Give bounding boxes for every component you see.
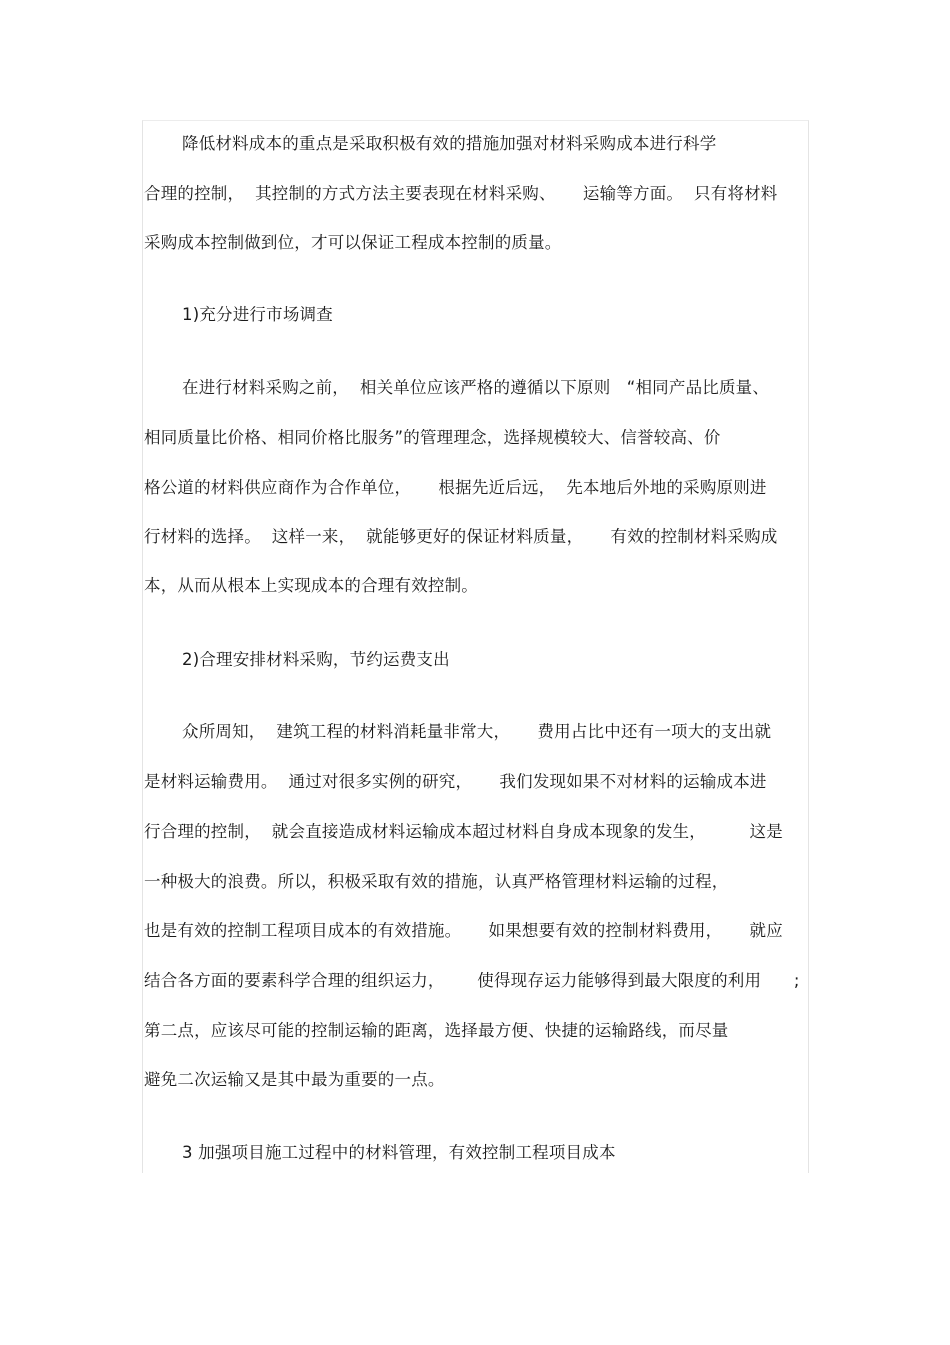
paragraph-line: 相同质量比价格、相同价格比服务”的管理理念，选择规模较大、信誉较高、价	[144, 428, 721, 447]
paragraph-line: 本，从而从根本上实现成本的合理有效控制。	[144, 576, 478, 595]
section-heading: 2)合理安排材料采购，节约运费支出	[182, 650, 450, 669]
paragraph-line: 行合理的控制， 就会直接造成材料运输成本超过材料自身成本现象的发生， 这是	[144, 822, 783, 841]
paragraph-line: 降低材料成本的重点是采取积极有效的措施加强对材料采购成本进行科学	[182, 134, 717, 153]
paragraph-line: 避免二次运输又是其中最为重要的一点。	[144, 1070, 445, 1089]
paragraph-line: 众所周知， 建筑工程的材料消耗量非常大， 费用占比中还有一项大的支出就	[182, 722, 772, 741]
paragraph-line: 第二点，应该尽可能的控制运输的距离，选择最方便、快捷的运输路线，而尽量	[144, 1021, 729, 1040]
paragraph-line: 结合各方面的要素科学合理的组织运力， 使得现存运力能够得到最大限度的利用 ;	[144, 971, 800, 990]
paragraph-line: 一种极大的浪费。所以，积极采取有效的措施，认真严格管理材料运输的过程，	[144, 872, 729, 891]
paragraph-line: 采购成本控制做到位，才可以保证工程成本控制的质量。	[144, 233, 562, 252]
paragraph-line: 行材料的选择。 这样一来， 就能够更好的保证材料质量， 有效的控制材料采购成	[144, 527, 778, 546]
paragraph-line: 是材料运输费用。 通过对很多实例的研究， 我们发现如果不对材料的运输成本进	[144, 772, 767, 791]
page-frame	[142, 120, 809, 1173]
paragraph-line: 合理的控制， 其控制的方式方法主要表现在材料采购、 运输等方面。 只有将材料	[144, 184, 778, 203]
section-heading: 1)充分进行市场调查	[182, 305, 333, 324]
paragraph-line: 也是有效的控制工程项目成本的有效措施。 如果想要有效的控制材料费用， 就应	[144, 921, 783, 940]
paragraph-line: 在进行材料采购之前， 相关单位应该严格的遵循以下原则 “相同产品比质量、	[182, 378, 770, 397]
section-heading: 3 加强项目施工过程中的材料管理，有效控制工程项目成本	[182, 1143, 616, 1162]
paragraph-line: 格公道的材料供应商作为合作单位， 根据先近后远， 先本地后外地的采购原则进	[144, 478, 767, 497]
